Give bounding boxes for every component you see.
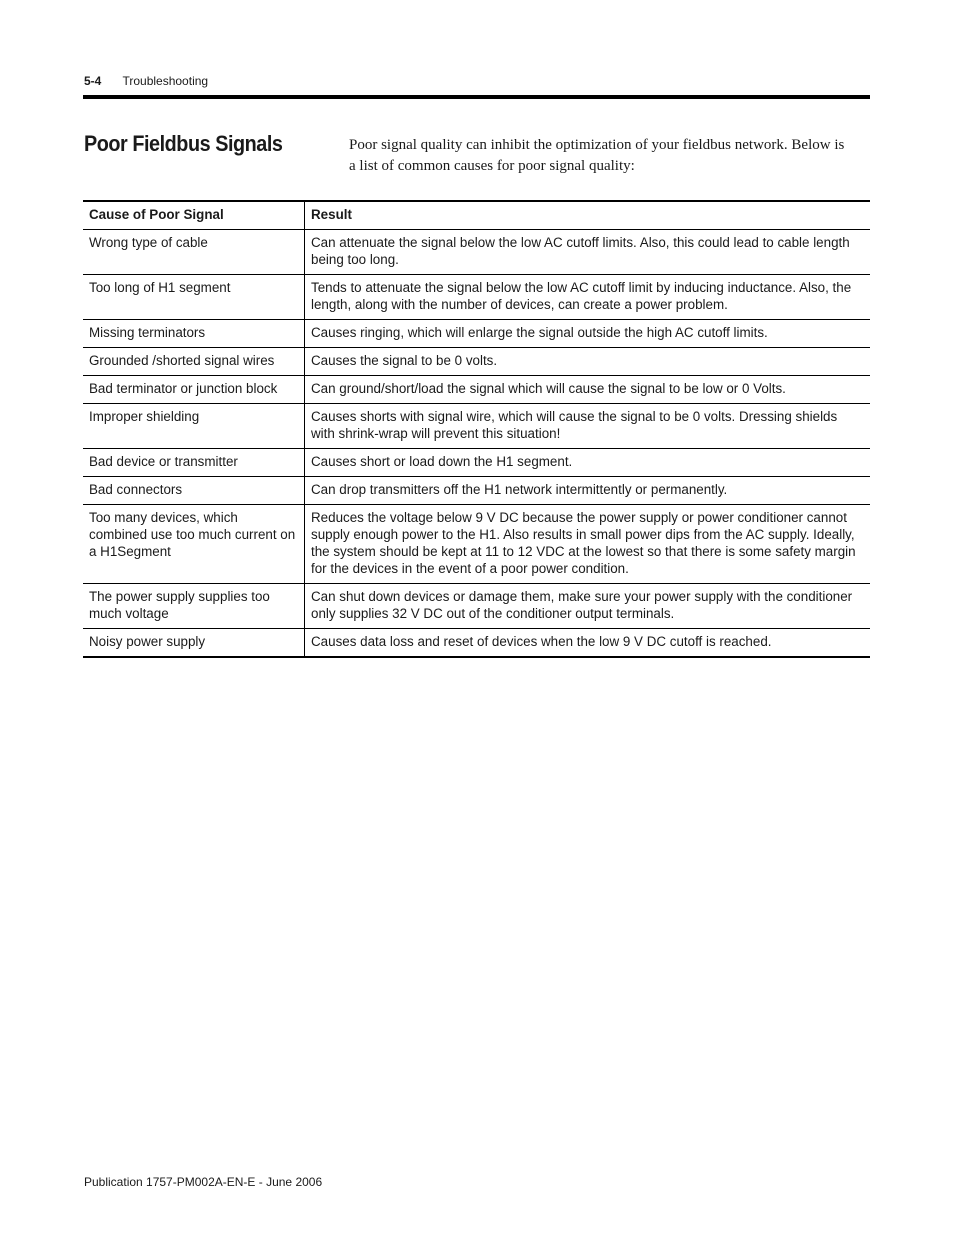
intro-paragraph: Poor signal quality can inhibit the optimization of your fieldbus network. Below is a list of common causes for poor signal quality: bbox=[349, 137, 845, 174]
result-cell: Causes data loss and reset of devices when the low 9 V DC cutoff is reached. bbox=[305, 629, 871, 658]
table-row bbox=[83, 505, 870, 584]
result-cell: Can ground/short/load the signal which will cause the signal to be low or 0 Volts. bbox=[305, 376, 871, 404]
table-row bbox=[83, 230, 870, 275]
table-row bbox=[83, 477, 870, 505]
cause-cell: Improper shielding bbox=[83, 404, 305, 449]
table-row bbox=[83, 376, 870, 404]
cause-cell: The power supply supplies too much voltage bbox=[83, 584, 305, 629]
page-number: 5-4 bbox=[84, 74, 102, 88]
table-row bbox=[83, 629, 870, 658]
table-row bbox=[83, 320, 870, 348]
section-name: Troubleshooting bbox=[122, 74, 209, 88]
result-cell: Can shut down devices or damage them, make sure your power supply with the conditioner only supplies 32 V DC out of the conditioner output terminals. bbox=[305, 584, 871, 629]
cause-cell: Too many devices, which combined use too much current on a H1Segment bbox=[83, 505, 305, 584]
section-title: Poor Fieldbus Signals bbox=[84, 131, 283, 156]
table-row bbox=[83, 348, 870, 376]
causes-table bbox=[83, 200, 870, 658]
cause-cell: Missing terminators bbox=[83, 320, 305, 348]
table-row bbox=[83, 404, 870, 449]
column-header-cause: Cause of Poor Signal bbox=[83, 201, 305, 230]
result-cell: Can drop transmitters off the H1 network intermittently or permanently. bbox=[305, 477, 871, 505]
result-cell: Causes short or load down the H1 segment. bbox=[305, 449, 871, 477]
cause-cell: Noisy power supply bbox=[83, 629, 305, 658]
cause-cell: Grounded /shorted signal wires bbox=[83, 348, 305, 376]
result-cell: Causes ringing, which will enlarge the signal outside the high AC cutoff limits. bbox=[305, 320, 871, 348]
publication-footer: Publication 1757-PM002A-EN-E - June 2006 bbox=[84, 1175, 323, 1189]
column-header-result: Result bbox=[305, 201, 871, 230]
result-cell: Causes the signal to be 0 volts. bbox=[305, 348, 871, 376]
table-row bbox=[83, 584, 870, 629]
result-cell: Tends to attenuate the signal below the low AC cutoff limit by inducing inductance. Also, the length, along with the number of devices, can create a power problem. bbox=[305, 275, 871, 320]
result-cell: Can attenuate the signal below the low AC cutoff limits. Also, this could lead to cable length being too long. bbox=[305, 230, 871, 275]
page-header bbox=[84, 74, 208, 88]
header-rule bbox=[83, 95, 870, 99]
cause-cell: Too long of H1 segment bbox=[83, 275, 305, 320]
table-row bbox=[83, 275, 870, 320]
cause-cell: Bad device or transmitter bbox=[83, 449, 305, 477]
table-row bbox=[83, 449, 870, 477]
result-cell: Causes shorts with signal wire, which will cause the signal to be 0 volts. Dressing shields with shrink-wrap will prevent this situation! bbox=[305, 404, 871, 449]
cause-cell: Bad terminator or junction block bbox=[83, 376, 305, 404]
result-cell: Reduces the voltage below 9 V DC because the power supply or power conditioner cannot supply enough power to the H1. Also results in small power dips from the AC supply. Ideally, the system should be kept at 11 to 12 VDC at the lowest so that there is some safety margin for the devices in the event of a poor power condition. bbox=[305, 505, 871, 584]
cause-cell: Wrong type of cable bbox=[83, 230, 305, 275]
cause-cell: Bad connectors bbox=[83, 477, 305, 505]
table-header-row bbox=[83, 201, 870, 230]
